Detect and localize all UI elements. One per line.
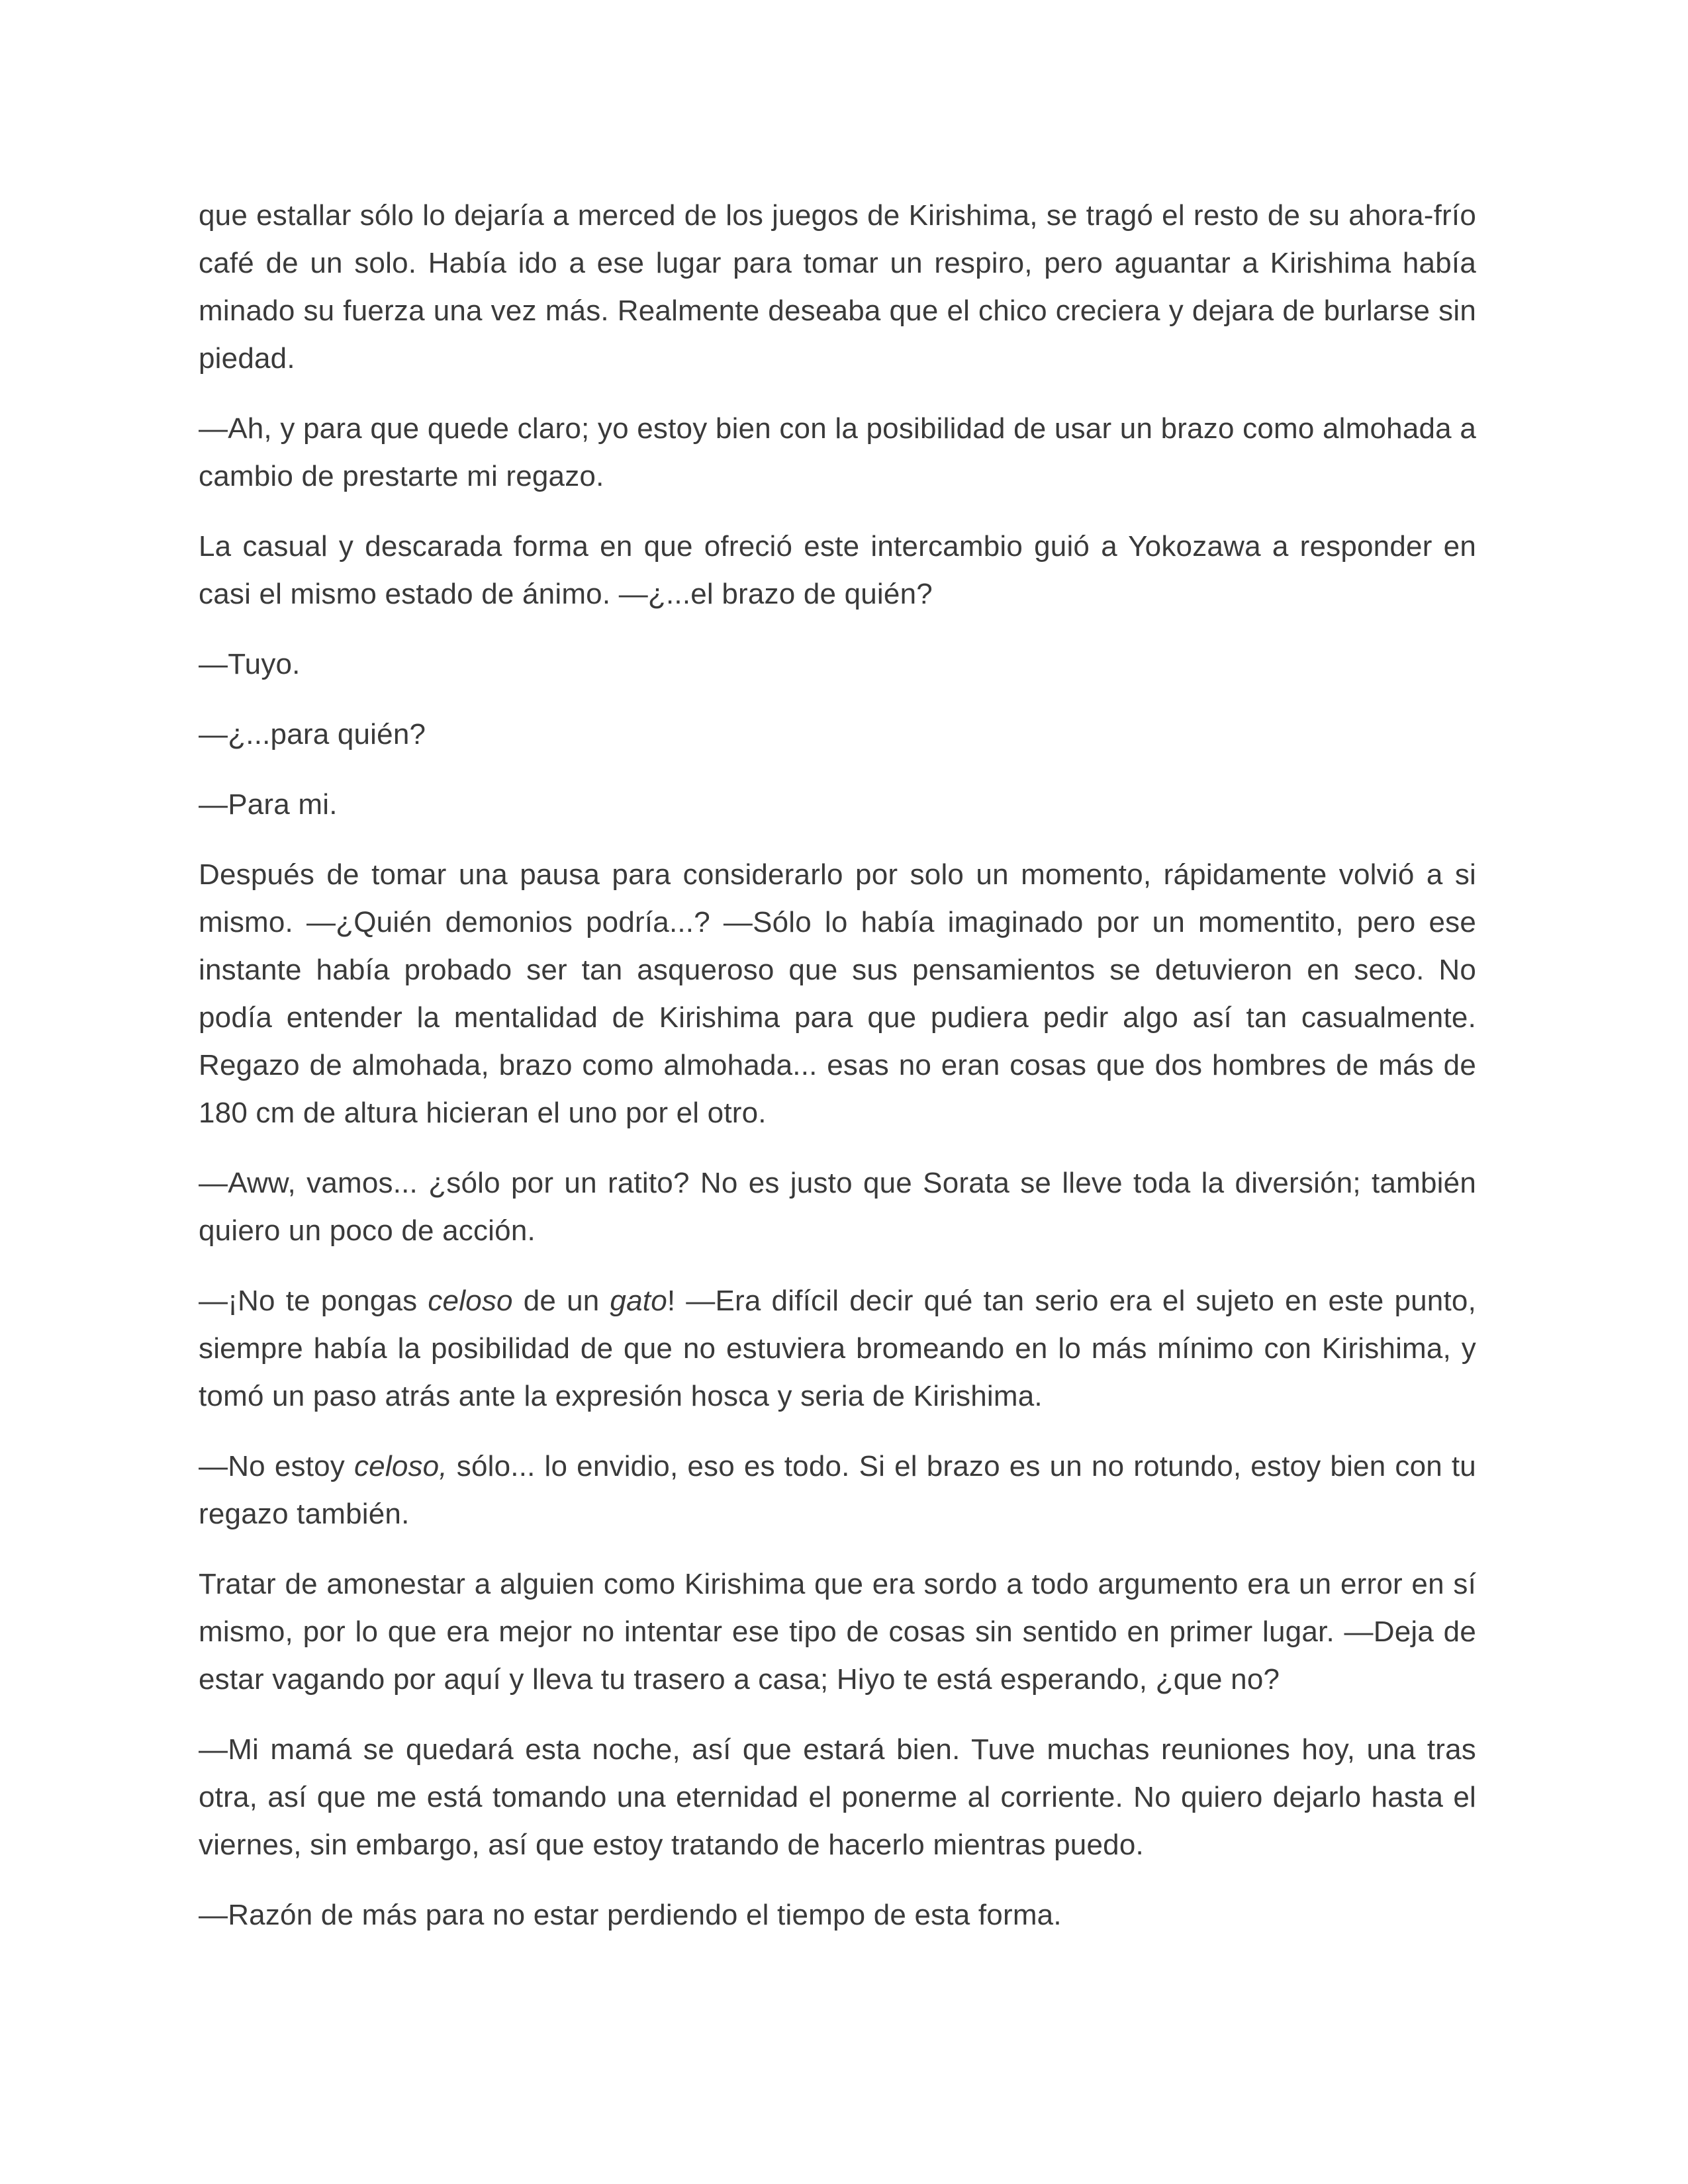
paragraph [199, 523, 1476, 618]
paragraph-text: Tratar de amonestar a alguien como Kirishima que era sordo a todo argumento era un error en sí mismo, por lo que era mejor no intentar ese tipo de cosas sin sentido en primer lugar. —Deja de estar vagando por aquí y lleva tu trasero a casa; Hiyo te está esperando, ¿que no? [199, 1568, 1476, 1696]
paragraph-text: —Aww, vamos... ¿sólo por un ratito? No es justo que Sorata se lleve toda la diversión; también quiero un poco de acción. [199, 1167, 1476, 1247]
paragraph [199, 711, 1476, 758]
paragraph-text: —Para mi. [199, 788, 338, 821]
body-text [199, 192, 1476, 1962]
paragraph-text: que estallar sólo lo dejaría a merced de los juegos de Kirishima, se tragó el resto de su ahora-frío café de un solo. Había ido a ese lugar para tomar un respiro, pero aguantar a Kirishima había minado su fuerza una vez más. Realmente deseaba que el chico creciera y dejara de burlarse sin piedad. [199, 199, 1476, 375]
paragraph-text: sólo... lo envidio, eso es todo. Si el brazo es un no rotundo, estoy bien con tu regazo también. [199, 1450, 1476, 1530]
paragraph [199, 405, 1476, 500]
paragraph [199, 1891, 1476, 1939]
italic-text: celoso, [353, 1450, 447, 1482]
paragraph-text: —Razón de más para no estar perdiendo el tiempo de esta forma. [199, 1899, 1062, 1931]
paragraph-text: —Tuyo. [199, 648, 301, 680]
paragraph [199, 641, 1476, 688]
paragraph-text: ! —Era difícil decir qué tan serio era el sujeto en este punto, siempre había la posibilidad de que no estuviera bromeando en lo más mínimo con Kirishima, y tomó un paso atrás ante la expresión hosca y seria de Kirishima. [199, 1285, 1476, 1412]
paragraph-text: —Mi mamá se quedará esta noche, así que estará bien. Tuve muchas reuniones hoy, una tras otra, así que me está tomando una eternidad el ponerme al corriente. No quiero dejarlo hasta el viernes, sin embargo, así que estoy tratando de hacerlo mientras puedo. [199, 1733, 1476, 1861]
paragraph-text: —¡No te pongas [199, 1285, 428, 1317]
paragraph-text: —No estoy [199, 1450, 354, 1482]
paragraph [199, 851, 1476, 1137]
paragraph [199, 1443, 1476, 1538]
italic-text: gato [610, 1285, 667, 1317]
paragraph-text: Después de tomar una pausa para considerarlo por solo un momento, rápidamente volvió a si mismo. —¿Quién demonios podría...? —Sólo lo había imaginado por un momentito, pero ese instante había probado ser tan asqueroso que sus pensamientos se detuvieron en seco. No podía entender la mentalidad de Kirishima para que pudiera pedir algo así tan casualmente. Regazo de almohada, brazo como almohada... esas no eran cosas que dos hombres de más de 180 cm de altura hicieran el uno por el otro. [199, 858, 1476, 1129]
paragraph [199, 1277, 1476, 1420]
paragraph [199, 1561, 1476, 1704]
paragraph [199, 192, 1476, 383]
paragraph [199, 781, 1476, 829]
italic-text: celoso [428, 1285, 513, 1317]
paragraph-text: —Ah, y para que quede claro; yo estoy bien con la posibilidad de usar un brazo como almohada a cambio de prestarte mi regazo. [199, 412, 1476, 492]
paragraph-text: —¿...para quién? [199, 718, 426, 751]
paragraph-text: de un [512, 1285, 610, 1317]
paragraph [199, 1726, 1476, 1869]
paragraph-text: La casual y descarada forma en que ofreció este intercambio guió a Yokozawa a responder en casi el mismo estado de ánimo. —¿...el brazo de quién? [199, 530, 1476, 610]
paragraph [199, 1160, 1476, 1255]
